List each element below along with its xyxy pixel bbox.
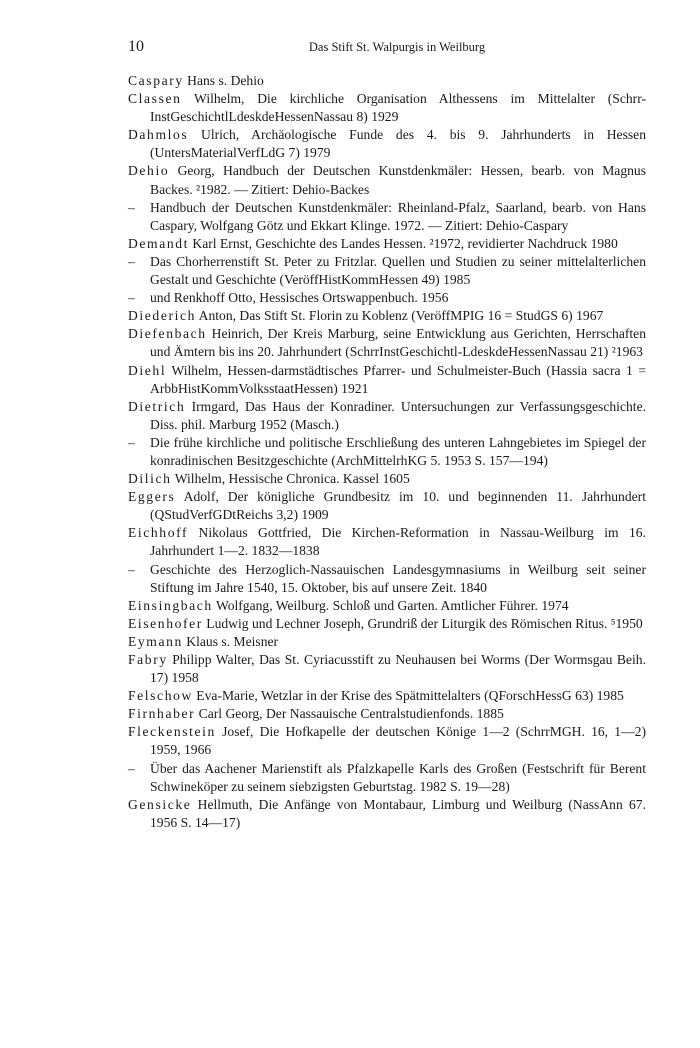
bibliography-entry	[128, 597, 646, 615]
bibliography-entry	[128, 199, 646, 235]
entry-dash: –	[128, 561, 135, 577]
entry-text: Josef, Die Hofkapelle der deutschen Könige 1—2 (SchrrMGH. 16, 1—2) 1959, 1966	[150, 724, 646, 758]
bibliography-entry	[128, 162, 646, 198]
author-surname: Firnhaber	[128, 706, 196, 722]
author-surname: Diederich	[128, 308, 196, 324]
entry-text: Handbuch der Deutschen Kunstdenkmäler: Rheinland-Pfalz, Saarland, bearb. von Hans Caspary, Wolfgang Götz und Ekkart Klinge. 1972. — Zitiert: Dehio-Caspary	[150, 199, 646, 233]
author-surname: Diehl	[128, 362, 167, 378]
author-surname: Eymann	[128, 633, 183, 649]
author-surname: Demandt	[128, 235, 190, 251]
entry-text: Klaus s. Meisner	[182, 633, 279, 649]
entry-text: Geschichte des Herzoglich-Nassauischen Landesgymnasiums in Weilburg seit seiner Stiftung im Jahre 1540, 15. Oktober, bis auf unsere Zeit. 1840	[150, 561, 646, 595]
entry-dash: –	[128, 253, 135, 269]
entry-text: Wilhelm, Hessische Chronica. Kassel 1605	[171, 471, 410, 487]
bibliography-entry	[128, 307, 646, 325]
entry-text: Wilhelm, Die kirchliche Organisation Althessens im Mittelalter (Schrr-InstGeschichtlLdeskdeHessenNassau 8) 1929	[150, 91, 646, 125]
bibliography-entry	[128, 434, 646, 470]
entry-text: Über das Aachener Marienstift als Pfalzkapelle Karls des Großen (Festschrift für Berent Schwineköper zu seinem siebzigsten Geburtstag. 1982 S. 19—28)	[150, 760, 646, 794]
entry-text: Ludwig und Lechner Joseph, Grundriß der Liturgik des Römischen Ritus. ⁵1950	[202, 615, 643, 631]
author-surname: Eichhoff	[128, 525, 189, 541]
author-surname: Dilich	[128, 471, 172, 487]
entry-text: Carl Georg, Der Nassauische Centralstudienfonds. 1885	[195, 706, 504, 722]
entry-dash: –	[128, 199, 135, 215]
entry-text: Georg, Handbuch der Deutschen Kunstdenkmäler: Hessen, bearb. von Magnus Backes. ²1982. — Zitiert: Dehio-Backes	[150, 163, 646, 197]
bibliography-entry	[128, 488, 646, 524]
bibliography-entry	[128, 651, 646, 687]
bibliography-entry	[128, 561, 646, 597]
author-surname: Dahmlos	[128, 127, 189, 143]
author-surname: Dietrich	[128, 398, 186, 414]
author-surname: Caspary	[128, 73, 184, 88]
entry-text: Nikolaus Gottfried, Die Kirchen-Reformation in Nassau-Weilburg im 16. Jahrhundert 1—2. 1832—1838	[150, 525, 646, 559]
entry-text: Irmgard, Das Haus der Konradiner. Untersuchungen zur Verfassungsgeschichte. Diss. phil. Marburg 1952 (Masch.)	[150, 398, 646, 432]
bibliography-entry	[128, 289, 646, 307]
entry-dash: –	[128, 760, 135, 776]
bibliography-entry	[128, 705, 646, 723]
entry-text: und Renkhoff Otto, Hessisches Ortswappenbuch. 1956	[150, 290, 449, 306]
entry-text: Ulrich, Archäologische Funde des 4. bis 9. Jahrhunderts in Hessen (UntersMaterialVerfLdG 7) 1979	[150, 127, 646, 161]
author-surname: Eggers	[128, 489, 176, 505]
bibliography-entry	[128, 524, 646, 560]
author-surname: Classen	[128, 91, 182, 107]
bibliography-entry	[128, 633, 646, 651]
bibliography-entry	[128, 126, 646, 162]
bibliography-list	[128, 72, 646, 832]
bibliography-entry	[128, 325, 646, 361]
author-surname: Fleckenstein	[128, 724, 216, 740]
entry-text: Wilhelm, Hessen-darmstädtisches Pfarrer- und Schulmeister-Buch (Hassia sacra 1 = ArbbHistKommVolksstaatHessen) 1921	[150, 362, 646, 396]
entry-text: Hellmuth, Die Anfänge von Montabaur, Limburg und Weilburg (NassAnn 67. 1956 S. 14—17)	[150, 796, 646, 830]
entry-text: Die frühe kirchliche und politische Erschließung des unteren Lahngebietes im Spiegel der konradinischen Besitzgeschichte (ArchMittelrhKG 5. 1953 S. 157—194)	[150, 434, 646, 468]
author-surname: Fabry	[128, 652, 168, 667]
entry-dash: –	[128, 434, 135, 450]
bibliography-entry	[128, 72, 646, 90]
entry-text: Hans s. Dehio	[183, 73, 264, 88]
entry-text: Karl Ernst, Geschichte des Landes Hessen. ²1972, revidierter Nachdruck 1980	[189, 235, 618, 251]
entry-text: Das Chorherrenstift St. Peter zu Fritzlar. Quellen und Studien zu seiner mittelalterlichen Gestalt und Geschichte (VeröffHistKommHessen 49) 1985	[150, 253, 646, 288]
author-surname: Diefenbach	[128, 326, 207, 342]
bibliography-entry	[128, 398, 646, 434]
author-surname: Felschow	[128, 688, 193, 704]
page-header	[128, 38, 646, 58]
author-surname: Gensicke	[128, 796, 192, 812]
bibliography-entry	[128, 796, 646, 832]
bibliography-entry	[128, 470, 646, 488]
entry-text: Adolf, Der königliche Grundbesitz im 10. und beginnenden 11. Jahrhundert (QStudVerfGDtReichs 3,2) 1909	[150, 489, 646, 523]
bibliography-entry	[128, 760, 646, 796]
bibliography-entry	[128, 253, 646, 289]
entry-text: Anton, Das Stift St. Florin zu Koblenz (VeröffMPIG 16 = StudGS 6) 1967	[196, 308, 604, 324]
author-surname: Eisenhofer	[128, 615, 203, 631]
author-surname: Einsingbach	[128, 597, 213, 613]
entry-text: Heinrich, Der Kreis Marburg, seine Entwicklung aus Gerichten, Herrschaften und Ämtern bis ins 20. Jahrhundert (SchrrInstGeschichtl-LdeskdeHessenNassau 21) ²1963	[150, 326, 646, 360]
running-title: Das Stift St. Walpurgis in Weilburg	[308, 40, 486, 54]
bibliography-entry	[128, 235, 646, 253]
bibliography-entry	[128, 90, 646, 126]
bibliography-entry	[128, 362, 646, 398]
entry-text: Wolfgang, Weilburg. Schloß und Garten. Amtlicher Führer. 1974	[212, 597, 569, 613]
bibliography-entry	[128, 723, 646, 759]
bibliography-entry	[128, 615, 646, 633]
page-number: 10	[128, 38, 144, 55]
entry-text: Philipp Walter, Das St. Cyriacusstift zu Neuhausen bei Worms (Der Wormsgau Beih. 17) 1958	[150, 652, 646, 686]
bibliography-entry	[128, 687, 646, 705]
entry-dash: –	[128, 290, 135, 306]
author-surname: Dehio	[128, 163, 170, 179]
entry-text: Eva-Marie, Wetzlar in der Krise des Spätmittelalters (QForschHessG 63) 1985	[192, 688, 624, 704]
